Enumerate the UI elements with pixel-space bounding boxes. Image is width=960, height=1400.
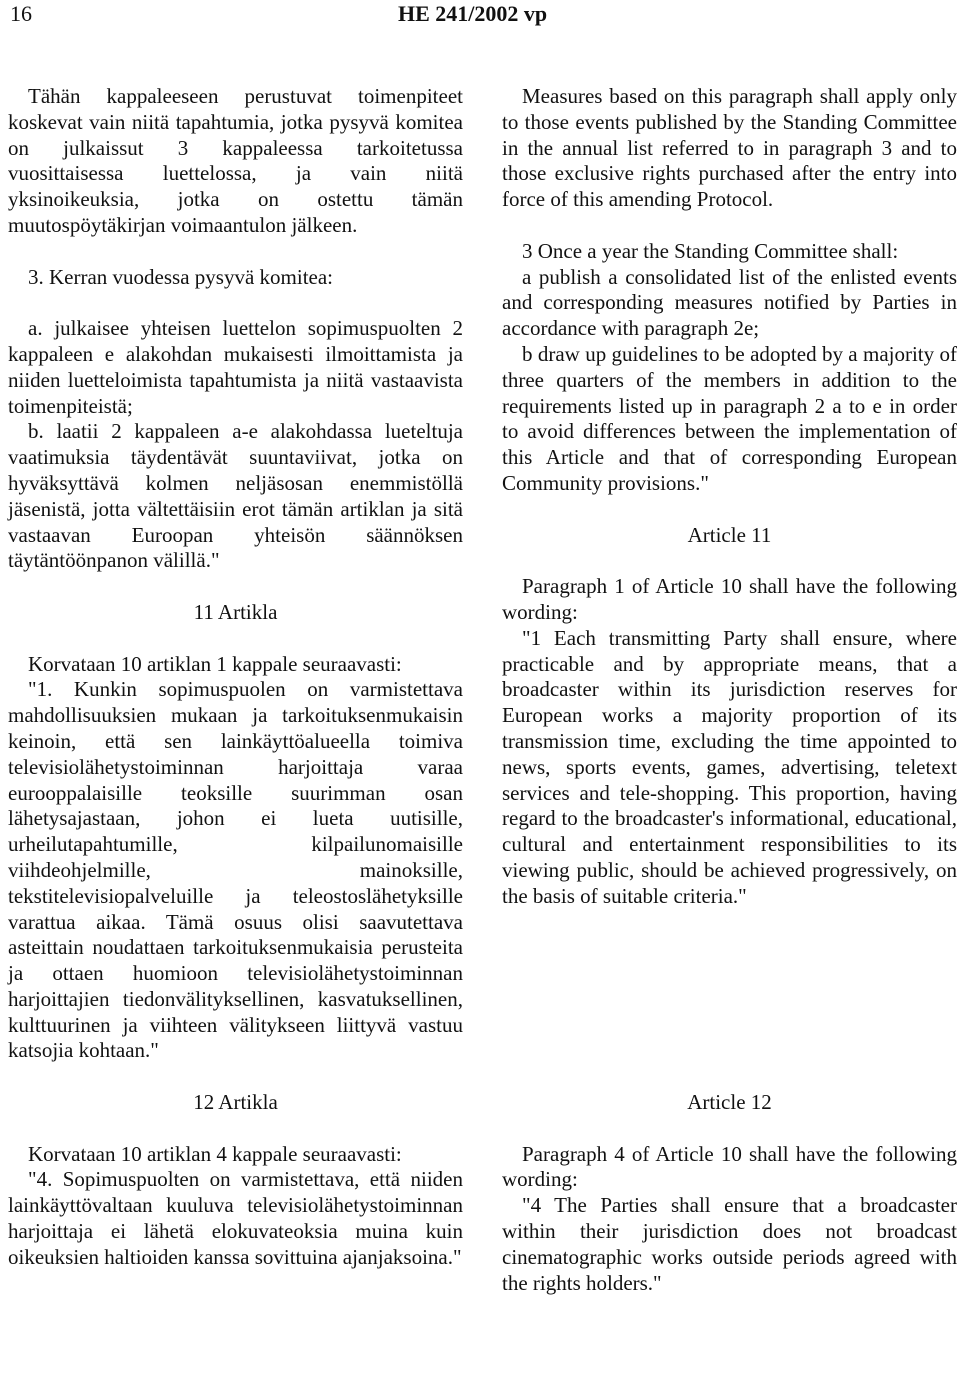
en-article-11-text: "1 Each transmitting Party shall ensure, where practicable and by appropriate means, that a broadcaster within its jurisdiction reserves for European works a majority proportion of its transmission time, excluding the time appointed to news, sports events, games, advertising, teletext services and tele-shopping. This proportion, having regard to the broadcaster's informational, educational, cultural and entertainment responsibilities to its viewing public, should be achieved progressively, on the basis of suitable criteria." xyxy=(502,625,957,908)
fi-paragraph-3-intro: 3. Kerran vuodessa pysyvä komitea: xyxy=(28,264,334,289)
en-article-12-intro: Paragraph 4 of Article 10 shall have the following wording: xyxy=(502,1141,957,1192)
fi-paragraph-measures: Tähän kappaleeseen perustuvat toimenpiteet koskevat vain niitä tapahtumia, jotka pysyvä komitea on julkaissut 3 kappaleessa tarkoitetussa vuosittaisessa luettelossa, ja vain niitä yksinoikeuksia, jotka on ostettu tämän muutospöytäkirjan voimaantulon jälkeen. xyxy=(8,84,463,237)
en-heading-article-12: Article 12 xyxy=(687,1090,772,1115)
fi-article-11-intro: Korvataan 10 artiklan 1 kappale seuraavasti: xyxy=(28,651,402,676)
en-item-a: a publish a consolidated list of the enlisted events and corresponding measures notified by Parties in accordance with paragraph 2e; xyxy=(502,264,957,341)
en-paragraph-3-intro: 3 Once a year the Standing Committee shall: xyxy=(522,238,899,263)
document-reference: HE 241/2002 vp xyxy=(398,1,548,26)
fi-item-b: b. laatii 2 kappaleen a-e alakohdassa lueteltuja vaatimuksia täydentävät suuntaviivat, jotka on hyväksyttävä kolmen neljäsosan enemmistöllä jäsenistä, jotta vältettäisiin erot tämän artiklan ja sitä vastaavan Euroopan yhteisön säännöksen täytäntöönpanon välillä." xyxy=(8,419,463,573)
fi-item-a: a. julkaisee yhteisen luettelon sopimuspuolten 2 kappaleen e alakohdan mukaisesti ilmoittamista ja niiden luetteloimista tapahtumista ja niitä vastaavista toimenpiteistä; xyxy=(8,316,463,418)
fi-article-12-text: "4. Sopimuspuolten on varmistettava, että niiden lainkäyttövaltaan kuuluva televisiolähetystoiminnan harjoittaja ei lähetä elokuvateoksia muina kuin oikeuksien haltioiden kanssa sovittuina ajanjaksoina." xyxy=(8,1167,463,1269)
fi-heading-article-12: 12 Artikla xyxy=(193,1090,278,1115)
en-paragraph-measures: Measures based on this paragraph shall apply only to those events published by the Standing Committee in the annual list referred to in paragraph 3 and to those exclusive rights purchased after the entry into force of this amending Protocol. xyxy=(502,84,957,212)
en-heading-article-11: Article 11 xyxy=(687,522,772,547)
fi-heading-article-11: 11 Artikla xyxy=(193,599,278,624)
english-column xyxy=(502,84,957,1296)
fi-article-11-text: "1. Kunkin sopimuspuolen on varmistettava mahdollisuuksien mukaan ja tarkoituksenmukaisin keinoin, että sen lainkäyttöalueella toimiva televisiolähetystoiminnan harjoittaja varaa eurooppalaisille teoksille suurimman osan lähetysajastaan, johon ei lueta uutisille, urheilutapahtumille, kilpailunomaisille viihdeohjelmille, mainoksille, tekstitelevisiopalveluille ja teleostoslähetyksille varattua aikaa. Tämä osuus olisi saavutettava asteittain noudattaen tarkoituksenmukaisia perusteita ja ottaen huomioon televisiolähetystoiminnan harjoittajien tiedonvälityksellinen, kasvatuksellinen, kulttuurinen ja viihteen välitykseen liittyvä vastuu katsojia kohtaan." xyxy=(8,677,463,1063)
finnish-column xyxy=(8,84,463,1271)
fi-article-12-intro: Korvataan 10 artiklan 4 kappale seuraavasti: xyxy=(28,1141,402,1166)
en-item-b: b draw up guidelines to be adopted by a majority of three quarters of the members in addition to the requirements listed up in paragraph 2 a to e in order to avoid differences between the implementation of this Article and that of corresponding European Community provisions." xyxy=(502,341,957,495)
en-article-11-intro: Paragraph 1 of Article 10 shall have the following wording: xyxy=(502,574,957,624)
page-number: 16 xyxy=(10,1,32,26)
en-article-12-text: "4 The Parties shall ensure that a broadcaster within their jurisdiction does not broadcast cinematographic works outside periods agreed with the rights holders." xyxy=(502,1193,957,1295)
